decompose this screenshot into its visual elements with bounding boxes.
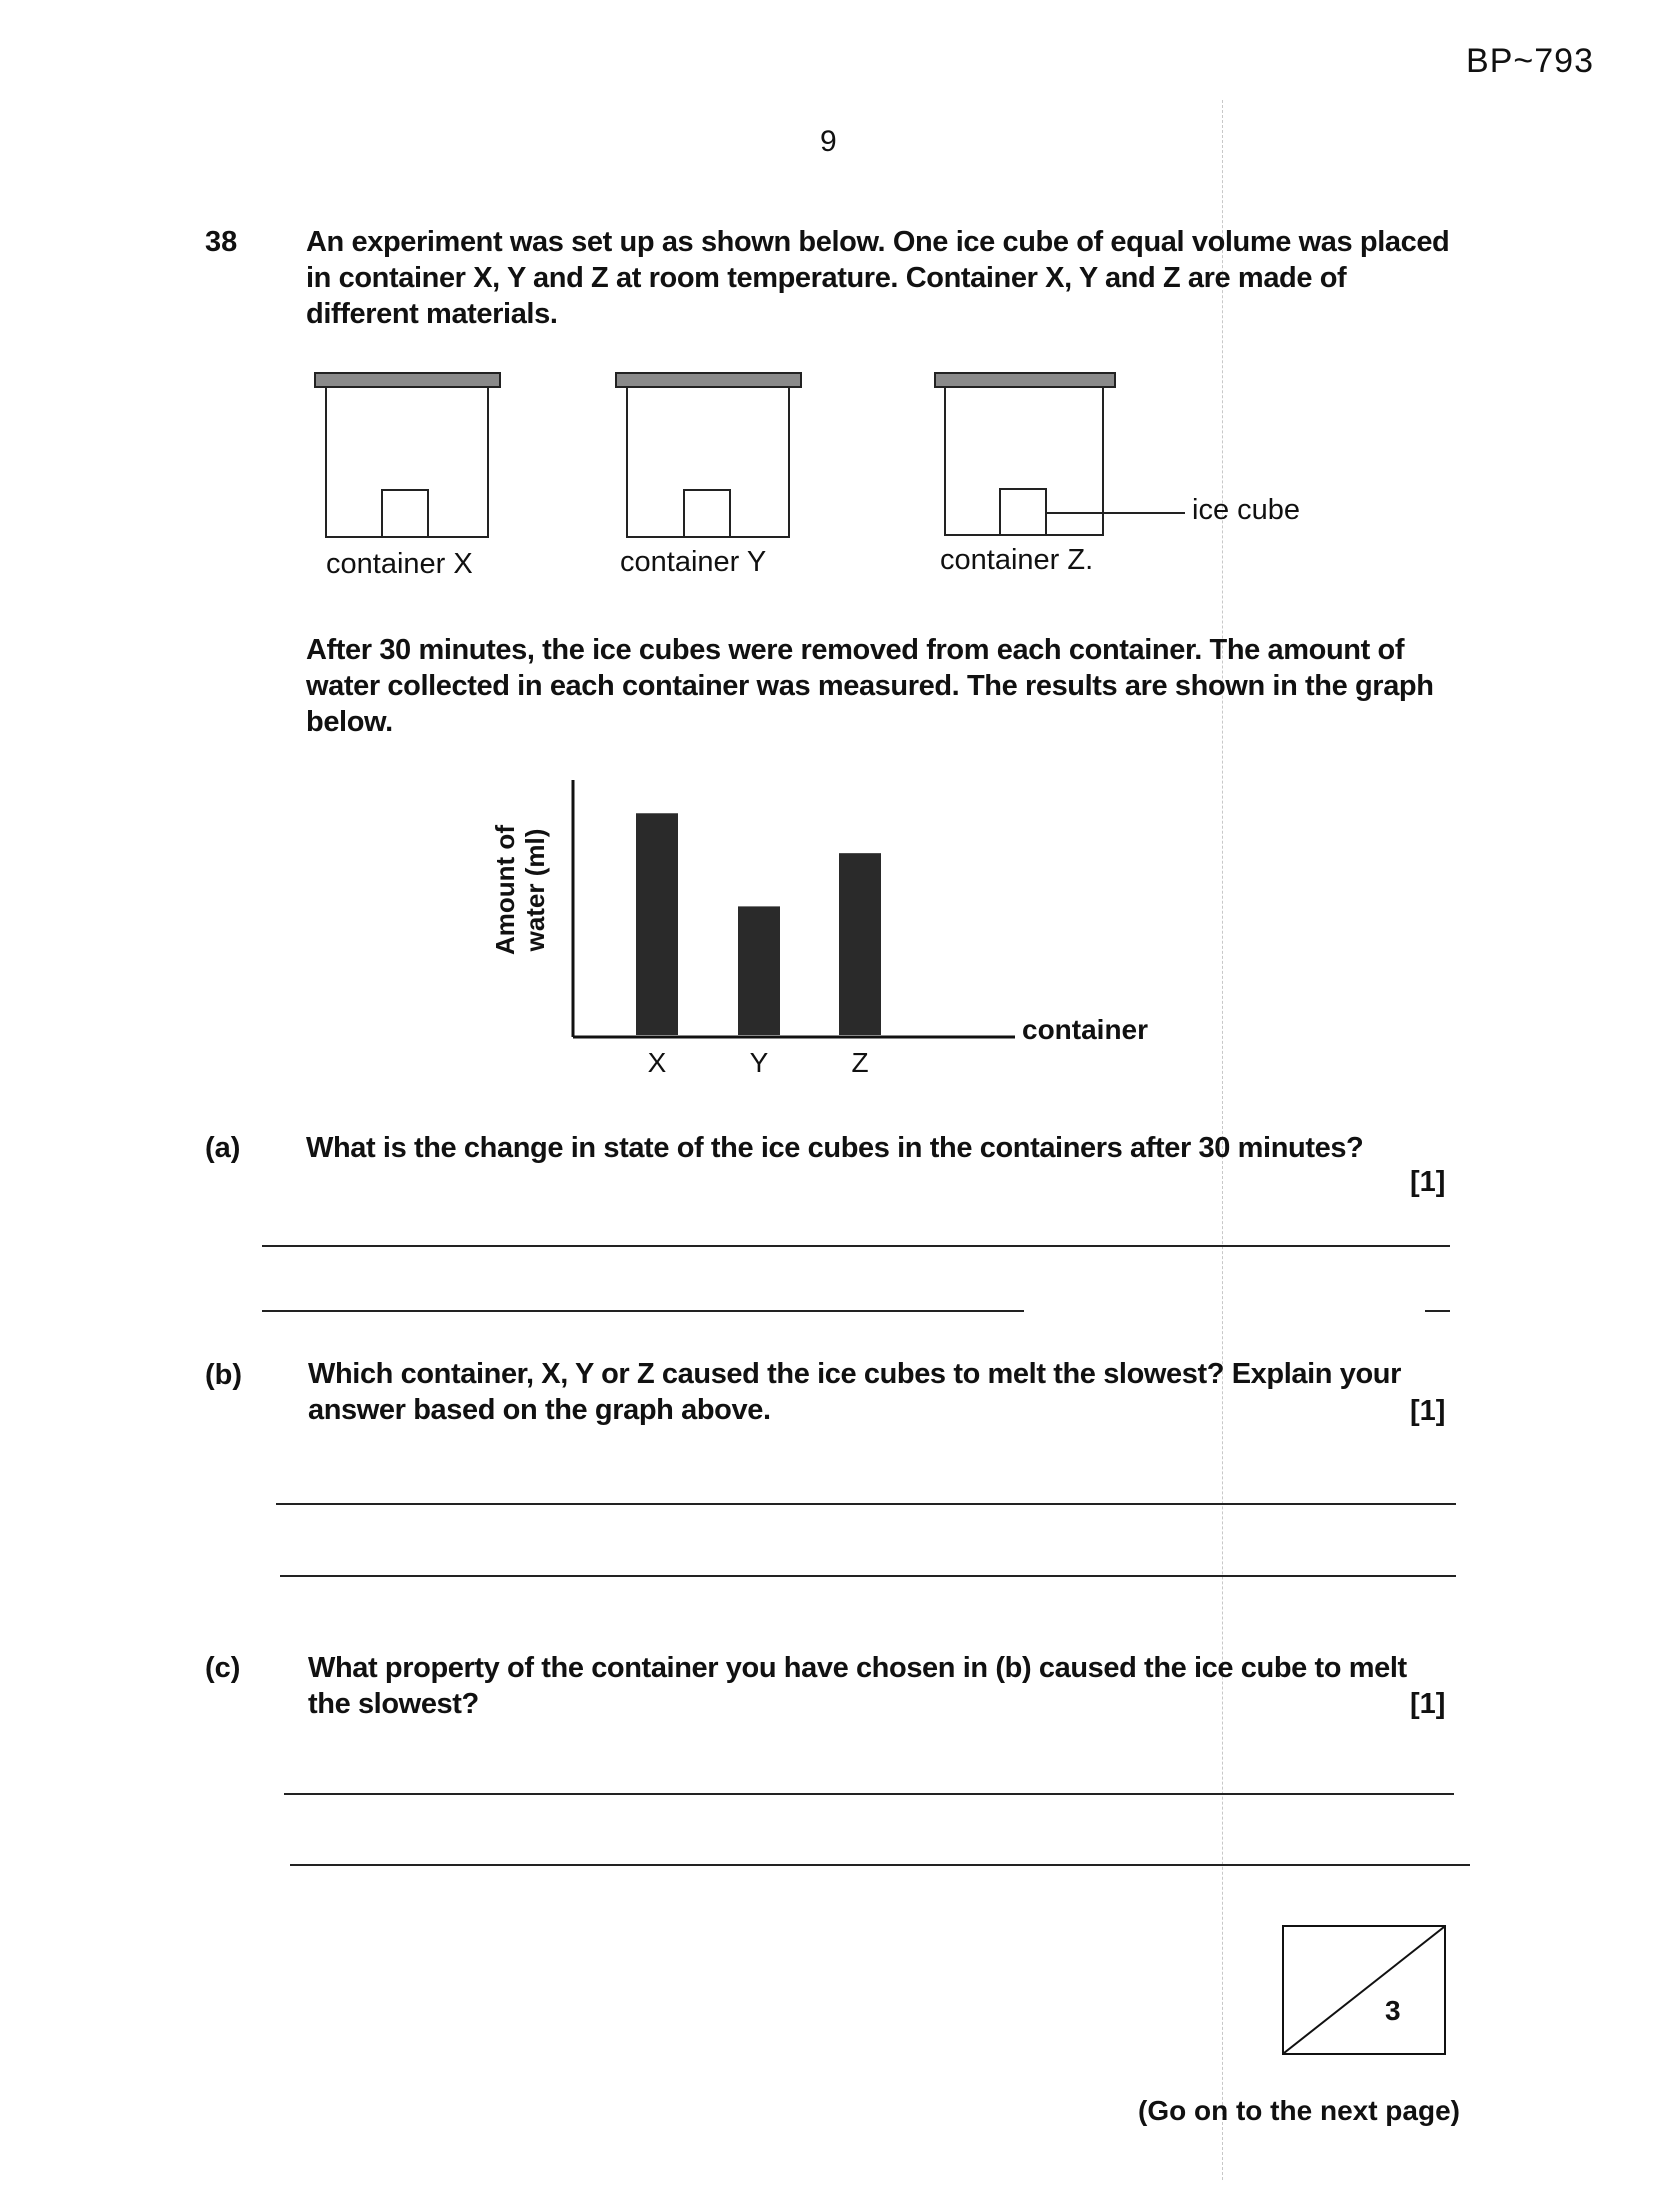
part-c-answer-line-2[interactable] — [290, 1864, 1470, 1866]
part-a-mark: [1] — [1410, 1166, 1446, 1198]
container-x-body — [326, 387, 488, 537]
y-axis-title-line1: Amount of — [490, 825, 520, 955]
container-y-drawing — [616, 373, 801, 537]
part-c-label: (c) — [205, 1652, 241, 1684]
part-c-mark: [1] — [1410, 1688, 1446, 1720]
ice-cube-label: ice cube — [1192, 494, 1301, 526]
water-amount-bar-chart — [470, 770, 1170, 1090]
y-axis-title-line2: water (ml) — [520, 828, 550, 952]
container-x-label: container X — [326, 548, 473, 580]
question-intro: An experiment was set up as shown below. One ice cube of equal volume was placed in container X, Y and Z at room temperature. Container X, Y and Z are made of different materials. — [306, 226, 1450, 330]
part-a-answer-line-1[interactable] — [262, 1245, 1450, 1247]
score-total: 3 — [1385, 1995, 1401, 2026]
question-number: 38 — [205, 226, 238, 258]
score-box — [1282, 1925, 1446, 2055]
container-y-body — [627, 387, 789, 537]
container-x-drawing — [315, 373, 500, 537]
container-x-ice-cube — [382, 490, 428, 537]
part-a-label: (a) — [205, 1132, 241, 1164]
part-a-question: What is the change in state of the ice cubes in the containers after 30 minutes? — [306, 1132, 1364, 1164]
x-tick-label-x: X — [647, 1047, 667, 1078]
next-page-footer: (Go on to the next page) — [1138, 2095, 1460, 2126]
container-z-drawing — [935, 373, 1185, 535]
page-number: 9 — [820, 125, 837, 158]
container-y-ice-cube — [684, 490, 730, 537]
x-tick-labels — [648, 1047, 869, 1078]
bar-y — [738, 906, 780, 1035]
x-axis-title: container — [1022, 1014, 1149, 1045]
container-z-ice-cube — [1000, 489, 1046, 535]
bar-x — [636, 813, 678, 1035]
part-c-question: What property of the container you have chosen in (b) caused the ice cube to melt the slowest? — [308, 1652, 1407, 1720]
part-b-label: (b) — [205, 1359, 243, 1391]
bar-z — [839, 853, 881, 1035]
part-b-answer-line-1[interactable] — [276, 1503, 1456, 1505]
x-tick-label-z: Z — [851, 1047, 869, 1078]
part-a-answer-line-2[interactable] — [262, 1310, 1024, 1312]
document-code: BP~793 — [1466, 42, 1594, 80]
x-tick-label-y: Y — [749, 1047, 769, 1078]
part-b-question: Which container, X, Y or Z caused the ice cubes to melt the slowest? Explain your answer based on the graph above. — [308, 1358, 1401, 1426]
container-x-lid — [315, 373, 500, 387]
results-description: After 30 minutes, the ice cubes were removed from each container. The amount of water collected in each container was measured. The results are shown in the graph below. — [306, 634, 1434, 738]
part-b-mark: [1] — [1410, 1395, 1446, 1427]
bars-group — [636, 813, 881, 1035]
container-z-lid — [935, 373, 1115, 387]
container-z-label: container Z. — [940, 544, 1094, 576]
part-c-answer-line-1[interactable] — [284, 1793, 1454, 1795]
part-a-answer-line-2-end — [1425, 1310, 1450, 1312]
container-y-lid — [616, 373, 801, 387]
part-b-answer-line-2[interactable] — [280, 1575, 1456, 1577]
score-box-diagonal — [1284, 1927, 1444, 2053]
container-y-label: container Y — [620, 546, 767, 578]
